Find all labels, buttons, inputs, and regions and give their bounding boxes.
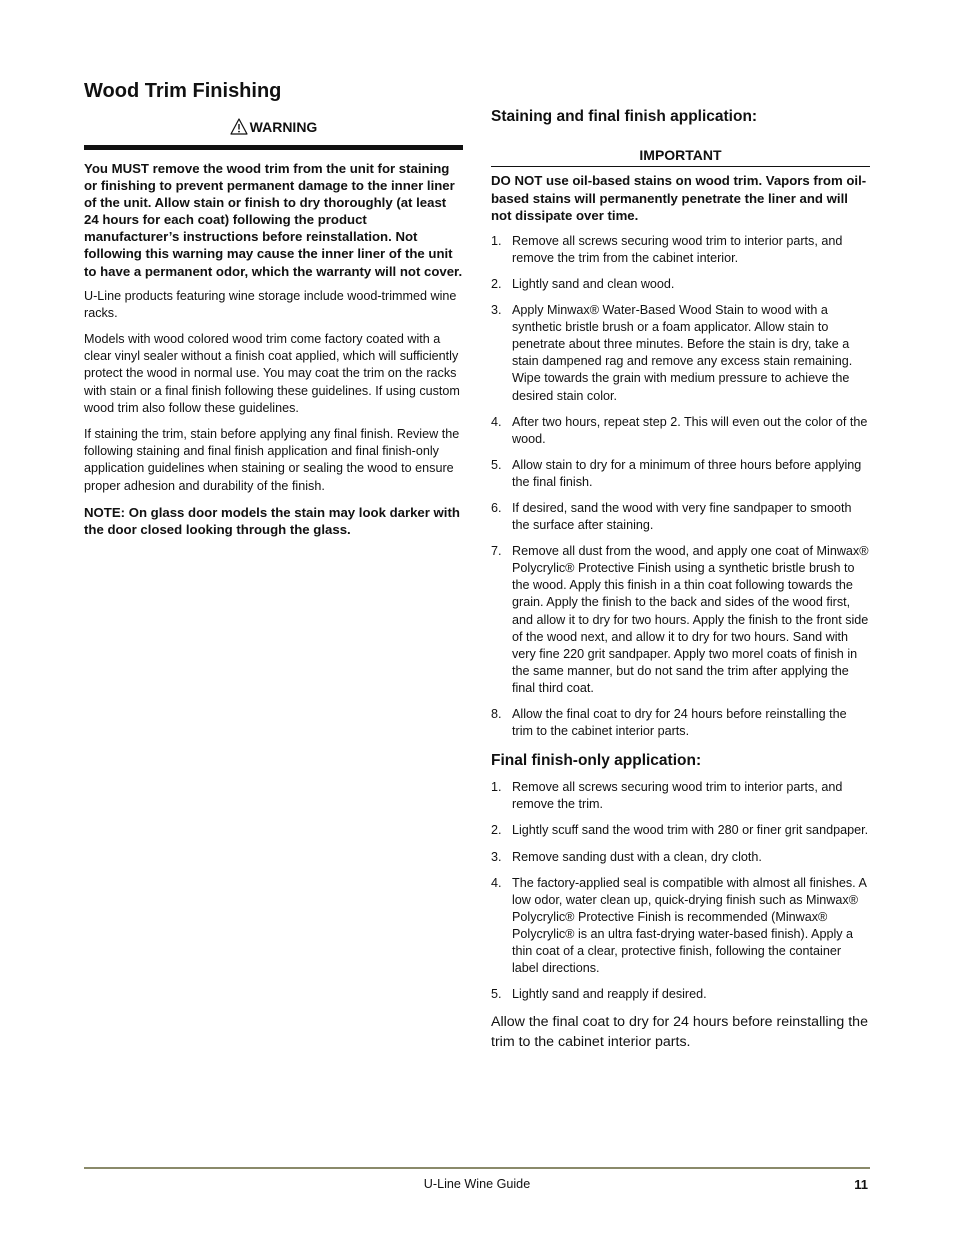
staining-steps xyxy=(491,233,870,740)
list-item xyxy=(491,779,870,813)
list-item xyxy=(491,986,870,1003)
warning-triangle-icon xyxy=(230,118,248,141)
right-column xyxy=(491,107,870,1052)
step-text: Remove all screws securing wood trim to interior parts, and remove the trim from the cabinet interior. xyxy=(512,233,843,265)
list-item xyxy=(491,543,870,697)
step-number: 3. xyxy=(491,303,502,318)
list-item xyxy=(491,302,870,405)
step-text: Remove all screws securing wood trim to interior parts, and remove the trim. xyxy=(512,780,843,812)
step-number: 3. xyxy=(491,849,502,864)
step-text: Remove sanding dust with a clean, dry cloth. xyxy=(512,849,762,864)
list-item xyxy=(491,414,870,448)
step-number: 2. xyxy=(491,823,502,838)
list-item xyxy=(491,233,870,267)
step-text: After two hours, repeat step 2. This will even out the color of the wood. xyxy=(512,414,868,446)
closing-paragraph: Allow the final coat to dry for 24 hours before reinstalling the trim to the cabinet interior parts. xyxy=(491,1014,868,1051)
step-number: 1. xyxy=(491,233,502,248)
glass-door-note: NOTE: On glass door models the stain may look darker with the door closed looking through the glass. xyxy=(84,504,460,537)
page-number: 11 xyxy=(854,1177,868,1192)
staining-heading: Staining and final finish application: xyxy=(491,108,758,125)
list-item xyxy=(491,276,870,293)
warning-header xyxy=(84,116,463,150)
step-text: Remove all dust from the wood, and apply one coat of Minwax® Polycrylic® Protective Finish using a synthetic bristle brush to the wood. Apply this finish in a thin coat following towards the grain. Apply the finish to the back and sides of the wood first, and allow it to dry for two hours. Apply the finish to the front side of the wood next, and allow it to dry for two hours. Sand with very fine 220 grit sandpaper. Apply two morel coats of finish in the same manner, but do not sand the trim after applying the final third coat. xyxy=(512,544,869,695)
step-number: 4. xyxy=(491,875,502,890)
step-number: 8. xyxy=(491,707,502,722)
warning-text: You MUST remove the wood trim from the unit for staining or finishing to prevent permanent damage to the inner liner of the unit. Allow stain or finish to dry thoroughly (at least 24 hours for each coat) following the product manufacturer’s instructions before reinstallation. Not following this warning may cause the inner liner of the unit to have a permanent odor, which the warranty will not cover. xyxy=(84,161,463,279)
list-item xyxy=(491,706,870,740)
warning-label: WARNING xyxy=(249,119,318,135)
intro-paragraph: If staining the trim, stain before applying any final finish. Review the following staining and final finish application and final finish-only application guidelines when staining or sealing the wood to ensure proper adhesion and durability of the finish. xyxy=(84,427,460,493)
page-title: Wood Trim Finishing xyxy=(84,80,282,102)
list-item xyxy=(491,822,870,839)
step-text: Allow stain to dry for a minimum of three hours before applying the final finish. xyxy=(512,457,862,489)
step-number: 5. xyxy=(491,457,502,472)
step-text: Lightly scuff sand the wood trim with 280 or finer grit sandpaper. xyxy=(512,823,869,838)
final-finish-steps xyxy=(491,779,870,1003)
intro-paragraph: Models with wood colored wood trim come factory coated with a clear vinyl sealer without a finish coat applied, which will sufficiently protect the wood in normal use. You may coat the trim on the racks with stain or a final finish following these guidelines. If using custom wood trim also follow these guidelines. xyxy=(84,332,460,415)
step-number: 1. xyxy=(491,780,502,795)
step-text: If desired, sand the wood with very fine sandpaper to smooth the surface after staining. xyxy=(512,501,852,533)
step-text: Lightly sand and clean wood. xyxy=(512,276,675,291)
step-number: 4. xyxy=(491,414,502,429)
important-header: IMPORTANT xyxy=(491,145,870,167)
final-finish-heading: Final finish-only application: xyxy=(491,752,702,770)
left-column xyxy=(84,116,463,538)
list-item xyxy=(491,457,870,491)
footer-guide-name: U-Line Wine Guide xyxy=(423,1177,531,1191)
step-text: Apply Minwax® Water-Based Wood Stain to wood with a synthetic bristle brush or a foam applicator. Allow stain to penetrate about three minutes. Before the stain is dry, take a stain dampened rag and remove any excess stain remaining. Wipe towards the grain with medium pressure to achieve the desired stain color. xyxy=(512,303,853,403)
step-text: Allow the final coat to dry for 24 hours before reinstalling the trim to the cabinet interior parts. xyxy=(512,707,847,739)
important-text: DO NOT use oil-based stains on wood trim. Vapors from oil-based stains will permanently penetrate the liner and will not dissipate over time. xyxy=(491,173,867,224)
list-item xyxy=(491,875,870,978)
list-item xyxy=(491,849,870,866)
step-text: The factory-applied seal is compatible with almost all finishes. A low odor, water clean up, quick-drying finish such as Minwax® Polycrylic® Protective Finish is recommended (Minwax® Polycrylic® is an ultra fast-drying water-based finish). Apply a thin coat of a clear, protective finish, following the container label directions. xyxy=(512,875,867,976)
step-number: 6. xyxy=(491,501,502,515)
step-number: 2. xyxy=(491,276,502,291)
intro-paragraph: U-Line products featuring wine storage include wood-trimmed wine racks. xyxy=(84,288,457,320)
step-number: 7. xyxy=(491,544,502,559)
step-text: Lightly sand and reapply if desired. xyxy=(512,987,707,1002)
intro-paragraphs xyxy=(84,288,463,495)
footer-divider xyxy=(84,1167,870,1169)
step-number: 5. xyxy=(491,987,502,1002)
list-item xyxy=(491,500,870,534)
